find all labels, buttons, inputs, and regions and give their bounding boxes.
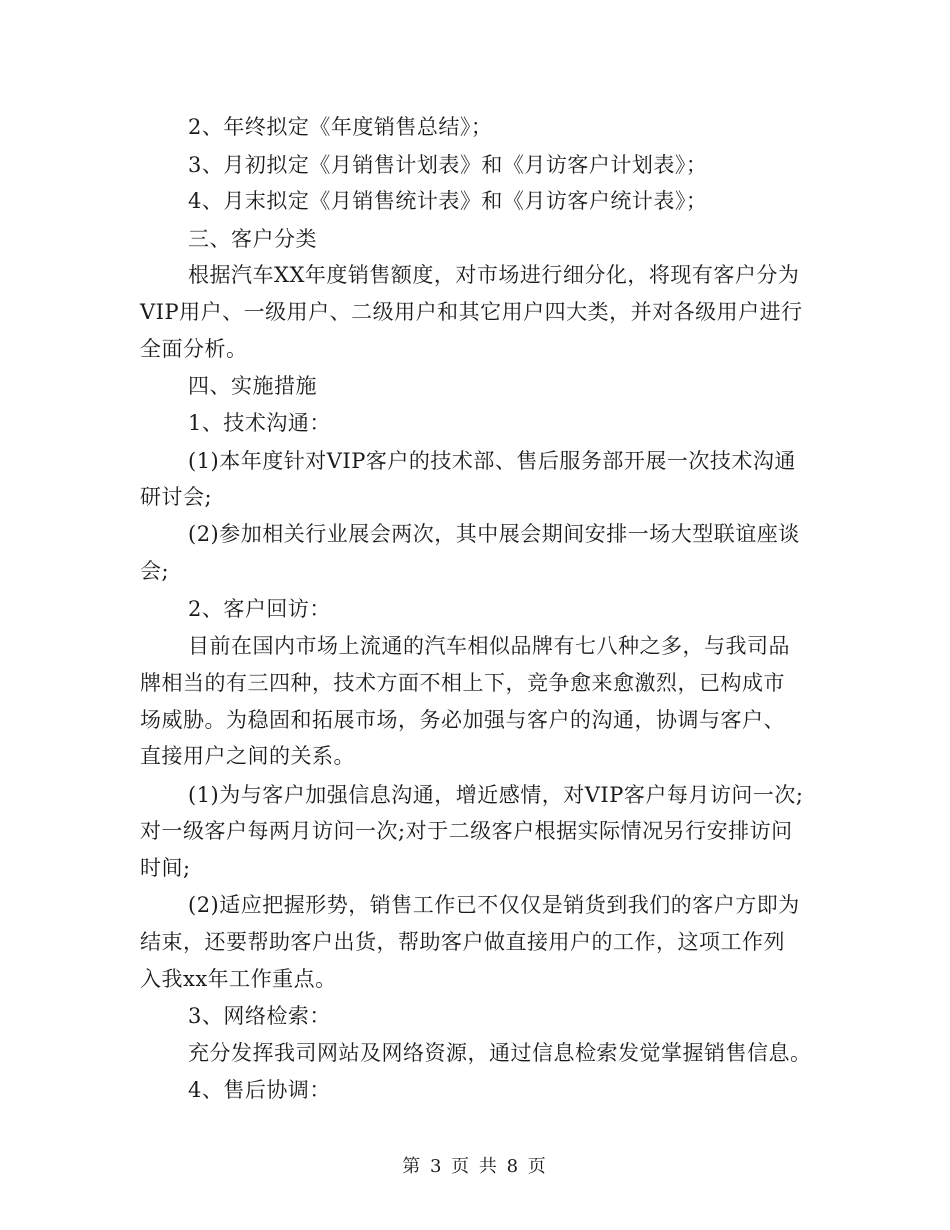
text-line: (2)适应把握形势，销售工作已不仅仅是销货到我们的客户方即为	[188, 893, 800, 917]
text-line: 目前在国内市场上流通的汽车相似品牌有七八种之多，与我司品	[188, 634, 790, 658]
text-line: 1、技术沟通：	[188, 411, 331, 435]
text-line: 结束，还要帮助客户出货，帮助客户做直接用户的工作，这项工作列	[140, 930, 785, 954]
text-line: 时间;	[140, 856, 191, 880]
text-line: 牌相当的有三四种，技术方面不相上下，竞争愈来愈激烈，已构成市	[140, 671, 785, 695]
text-line: 研讨会;	[140, 485, 213, 509]
text-line: (1)为与客户加强信息沟通，增近感情，对VIP客户每月访问一次;	[188, 783, 804, 807]
text-line: 对一级客户每两月访问一次;对于二级客户根据实际情况另行安排访问	[140, 819, 793, 843]
text-line: 全面分析。	[140, 337, 248, 361]
text-line: 2、客户回访：	[188, 597, 331, 621]
section-heading: 四、实施措施	[188, 374, 317, 398]
text-line: 入我xx年工作重点。	[140, 967, 337, 991]
section-heading: 三、客户分类	[188, 227, 317, 251]
text-line: 会;	[140, 559, 170, 583]
text-line: (2)参加相关行业展会两次，其中展会期间安排一场大型联谊座谈	[188, 522, 800, 546]
text-line: 3、网络检索：	[188, 1004, 331, 1028]
text-line: VIP用户、一级用户、二级用户和其它用户四大类，并对各级用户进行	[140, 300, 803, 324]
text-line: 充分发挥我司网站及网络资源，通过信息检索发觉掌握销售信息。	[188, 1041, 812, 1065]
text-line: 4、月末拟定《月销售统计表》和《月访客户统计表》；	[188, 189, 708, 213]
text-line: 根据汽车XX年度销售额度，对市场进行细分化，将现有客户分为	[188, 263, 800, 287]
text-line: 直接用户之间的关系。	[140, 744, 355, 768]
text-line: 4、售后协调：	[188, 1078, 331, 1102]
text-line: 3、月初拟定《月销售计划表》和《月访客户计划表》；	[188, 153, 708, 177]
text-line: 2、年终拟定《年度销售总结》；	[188, 115, 493, 139]
text-line: (1)本年度针对VIP客户的技术部、售后服务部开展一次技术沟通	[188, 449, 796, 473]
text-line: 场威胁。为稳固和拓展市场，务必加强与客户的沟通，协调与客户、	[140, 708, 785, 732]
page-number-footer: 第 3 页 共 8 页	[402, 1156, 548, 1177]
